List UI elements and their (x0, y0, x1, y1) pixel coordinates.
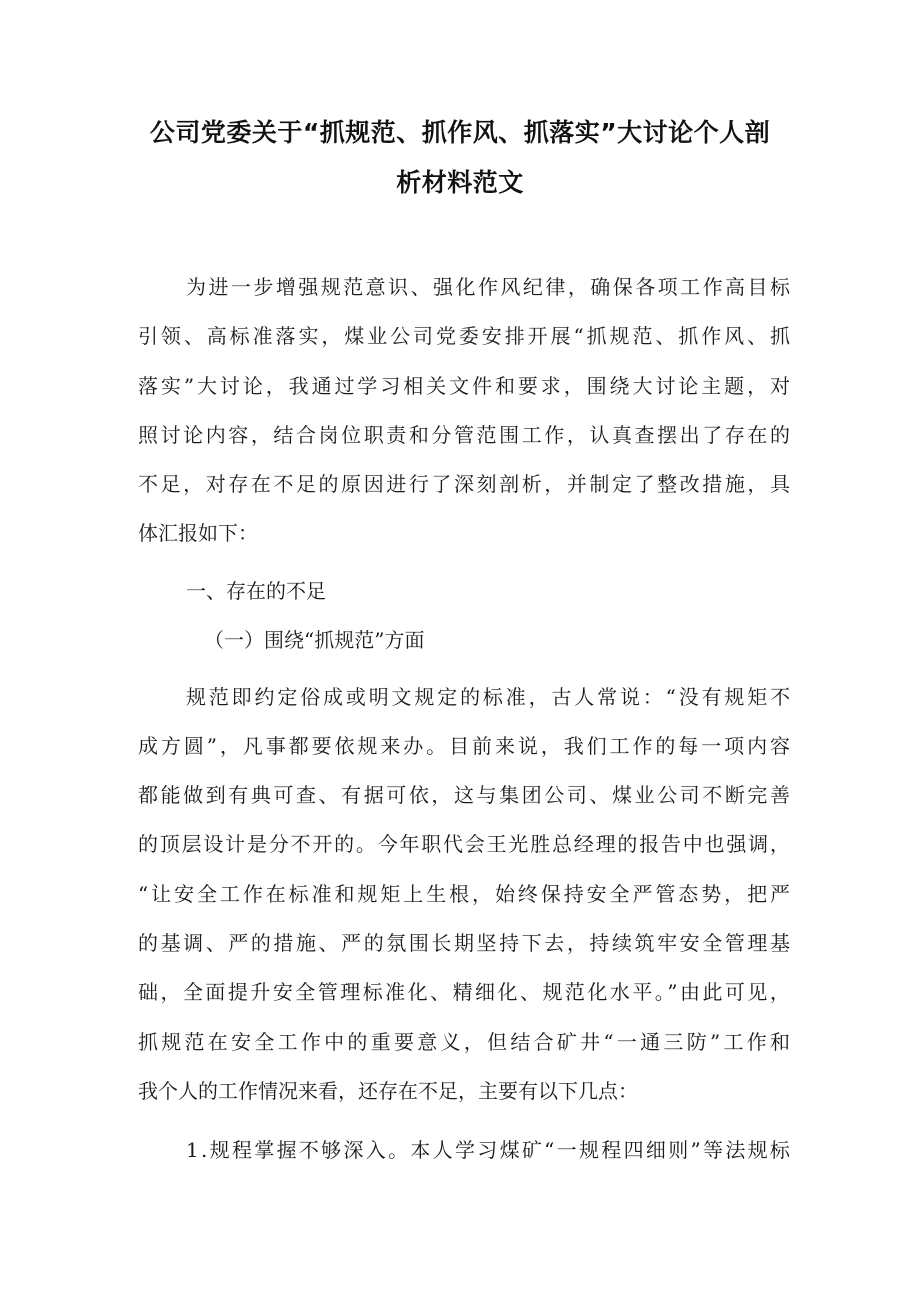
body-line-3: 都能做到有典可查、有据可依，这与集团公司、煤业公司不断完善 (138, 783, 793, 807)
intro-line-5: 不足，对存在不足的原因进行了深刻剖析，并制定了整改措施，具 (138, 472, 793, 496)
section-heading: 一、存在的不足 (186, 579, 326, 603)
document-title-line-2: 析材料范文 (396, 168, 524, 197)
body-line-2: 成方圆”，凡事都要依规来办。目前来说，我们工作的每一项内容 (138, 734, 793, 758)
body-line-4: 的顶层设计是分不开的。今年职代会王光胜总经理的报告中也强调， (138, 832, 792, 856)
intro-line-1: 为进一步增强规范意识、强化作风纪律，确保各项工作高目标 (186, 275, 793, 299)
document-title-line-1: 公司党委关于“抓规范、抓作风、抓落实”大讨论个人剖 (149, 118, 771, 147)
subsection-heading: （一）围绕“抓规范”方面 (204, 628, 425, 652)
body-line-7: 础，全面提升安全管理标准化、精细化、规范化水平。”由此可见， (138, 980, 793, 1004)
body-line-6: 的基调、严的措施、严的氛围长期坚持下去，持续筑牢安全管理基 (138, 931, 793, 955)
body-line-8: 抓规范在安全工作中的重要意义，但结合矿井“一通三防”工作和 (138, 1030, 794, 1054)
body-line-9: 我个人的工作情况来看，还存在不足，主要有以下几点： (138, 1079, 638, 1103)
intro-line-2: 引领、高标准落实，煤业公司党委安排开展“抓规范、抓作风、抓 (138, 324, 793, 348)
body-line-1: 规范即约定俗成或明文规定的标准，古人常说：“没有规矩不 (186, 685, 793, 709)
body-line-5: “让安全工作在标准和规矩上生根，始终保持安全严管态势，把严 (138, 882, 793, 906)
item-1-line: 1.规程掌握不够深入。本人学习煤矿“一规程四细则”等法规标 (186, 1138, 793, 1162)
intro-line-6: 体汇报如下： (138, 521, 258, 545)
intro-line-3: 落实”大讨论，我通过学习相关文件和要求，围绕大讨论主题，对 (138, 374, 793, 398)
intro-line-4: 照讨论内容，结合岗位职责和分管范围工作，认真查摆出了存在的 (138, 423, 793, 447)
